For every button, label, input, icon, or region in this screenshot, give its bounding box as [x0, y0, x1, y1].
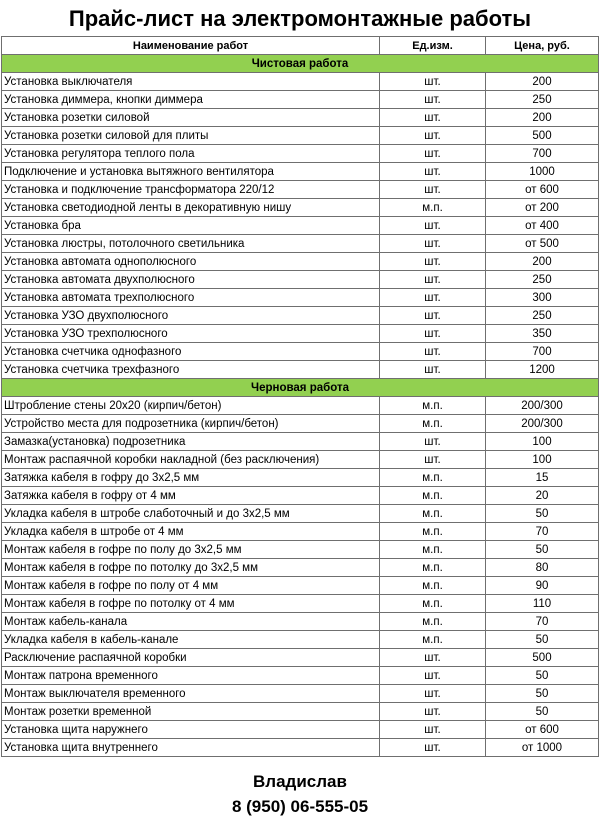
cell-name: Монтаж выключателя временного [2, 685, 380, 703]
cell-unit: шт. [380, 253, 486, 271]
cell-unit: м.п. [380, 523, 486, 541]
cell-price: 350 [486, 325, 599, 343]
table-row [2, 433, 599, 451]
cell-unit: шт. [380, 217, 486, 235]
cell-unit: шт. [380, 685, 486, 703]
table-row [2, 739, 599, 757]
cell-price: 80 [486, 559, 599, 577]
cell-unit: шт. [380, 73, 486, 91]
table-row [2, 127, 599, 145]
cell-price: от 500 [486, 235, 599, 253]
cell-name: Монтаж патрона временного [2, 667, 380, 685]
cell-price: 50 [486, 685, 599, 703]
cell-price: 90 [486, 577, 599, 595]
table-row [2, 721, 599, 739]
table-row [2, 613, 599, 631]
contact-name: Владислав [253, 772, 347, 791]
cell-price: 500 [486, 127, 599, 145]
cell-unit: шт. [380, 361, 486, 379]
cell-price: 50 [486, 631, 599, 649]
cell-name: Установка люстры, потолочного светильника [2, 235, 380, 253]
cell-price: 200/300 [486, 397, 599, 415]
table-row [2, 487, 599, 505]
cell-unit: м.п. [380, 415, 486, 433]
cell-name: Монтаж кабеля в гофре по потолку от 4 мм [2, 595, 380, 613]
table-row [2, 181, 599, 199]
section-title: Чистовая работа [2, 55, 599, 73]
cell-unit: шт. [380, 91, 486, 109]
cell-name: Замазка(установка) подрозетника [2, 433, 380, 451]
cell-name: Монтаж розетки временной [2, 703, 380, 721]
cell-unit: шт. [380, 649, 486, 667]
table-row [2, 631, 599, 649]
cell-unit: м.п. [380, 199, 486, 217]
cell-unit: шт. [380, 307, 486, 325]
cell-name: Затяжка кабеля в гофру до 3х2,5 мм [2, 469, 380, 487]
cell-price: 200 [486, 253, 599, 271]
table-row [2, 343, 599, 361]
cell-unit: шт. [380, 325, 486, 343]
cell-name: Установка счетчика однофазного [2, 343, 380, 361]
table-row [2, 415, 599, 433]
cell-price: 250 [486, 307, 599, 325]
header-unit: Ед.изм. [380, 37, 486, 55]
table-row [2, 289, 599, 307]
table-row [2, 307, 599, 325]
cell-unit: м.п. [380, 397, 486, 415]
table-row [2, 325, 599, 343]
cell-price: 20 [486, 487, 599, 505]
cell-price: 300 [486, 289, 599, 307]
cell-price: 250 [486, 91, 599, 109]
cell-name: Установка щита внутреннего [2, 739, 380, 757]
table-row [2, 469, 599, 487]
table-row [2, 667, 599, 685]
cell-unit: шт. [380, 235, 486, 253]
cell-name: Монтаж кабель-канала [2, 613, 380, 631]
cell-name: Затяжка кабеля в гофру от 4 мм [2, 487, 380, 505]
table-row [2, 685, 599, 703]
page-title: Прайс-лист на электромонтажные работы [68, 6, 532, 31]
table-row [2, 145, 599, 163]
section-header-row [2, 379, 599, 397]
table-row [2, 577, 599, 595]
contact-phone: 8 (950) 06-555-05 [231, 797, 369, 816]
cell-unit: шт. [380, 451, 486, 469]
table-row [2, 109, 599, 127]
cell-name: Установка счетчика трехфазного [2, 361, 380, 379]
table-row [2, 451, 599, 469]
cell-unit: шт. [380, 271, 486, 289]
cell-price: 200 [486, 109, 599, 127]
cell-name: Установка розетки силовой [2, 109, 380, 127]
cell-name: Установка бра [2, 217, 380, 235]
cell-name: Укладка кабеля в кабель-канале [2, 631, 380, 649]
cell-price: 700 [486, 343, 599, 361]
cell-price: 70 [486, 523, 599, 541]
cell-price: от 1000 [486, 739, 599, 757]
cell-unit: шт. [380, 145, 486, 163]
cell-name: Установка и подключение трансформатора 220/12 [2, 181, 380, 199]
cell-name: Установка светодиодной ленты в декоративную нишу [2, 199, 380, 217]
cell-name: Установка УЗО двухполюсного [2, 307, 380, 325]
table-row [2, 595, 599, 613]
cell-price: от 600 [486, 181, 599, 199]
table-row [2, 397, 599, 415]
table-row [2, 559, 599, 577]
cell-unit: м.п. [380, 613, 486, 631]
cell-unit: м.п. [380, 487, 486, 505]
cell-unit: шт. [380, 667, 486, 685]
cell-unit: шт. [380, 109, 486, 127]
cell-unit: м.п. [380, 541, 486, 559]
cell-unit: шт. [380, 703, 486, 721]
cell-name: Установка УЗО трехполюсного [2, 325, 380, 343]
cell-name: Монтаж кабеля в гофре по потолку до 3х2,5 мм [2, 559, 380, 577]
cell-unit: шт. [380, 739, 486, 757]
cell-name: Укладка кабеля в штробе слаботочный и до 3х2,5 мм [2, 505, 380, 523]
cell-price: от 200 [486, 199, 599, 217]
cell-unit: шт. [380, 163, 486, 181]
cell-price: 250 [486, 271, 599, 289]
table-row [2, 253, 599, 271]
cell-name: Установка автомата трехполюсного [2, 289, 380, 307]
table-row [2, 235, 599, 253]
cell-price: 700 [486, 145, 599, 163]
table-row [2, 505, 599, 523]
cell-unit: шт. [380, 343, 486, 361]
table-row [2, 523, 599, 541]
cell-name: Штробление стены 20х20 (кирпич/бетон) [2, 397, 380, 415]
cell-price: 500 [486, 649, 599, 667]
cell-unit: м.п. [380, 559, 486, 577]
cell-unit: шт. [380, 181, 486, 199]
cell-name: Расключение распаячной коробки [2, 649, 380, 667]
table-row [2, 163, 599, 181]
cell-price: от 400 [486, 217, 599, 235]
cell-price: 50 [486, 703, 599, 721]
cell-name: Установка регулятора теплого пола [2, 145, 380, 163]
cell-name: Установка автомата двухполюсного [2, 271, 380, 289]
cell-price: 100 [486, 433, 599, 451]
cell-unit: шт. [380, 721, 486, 739]
cell-price: от 600 [486, 721, 599, 739]
table-row [2, 361, 599, 379]
cell-name: Установка диммера, кнопки диммера [2, 91, 380, 109]
cell-name: Монтаж кабеля в гофре по полу до 3х2,5 мм [2, 541, 380, 559]
cell-price: 200/300 [486, 415, 599, 433]
section-header-row [2, 55, 599, 73]
cell-price: 50 [486, 541, 599, 559]
cell-name: Установка автомата однополюсного [2, 253, 380, 271]
cell-name: Укладка кабеля в штробе от 4 мм [2, 523, 380, 541]
cell-unit: м.п. [380, 505, 486, 523]
cell-price: 50 [486, 505, 599, 523]
table-row [2, 271, 599, 289]
table-row [2, 199, 599, 217]
cell-unit: м.п. [380, 577, 486, 595]
table-row [2, 541, 599, 559]
header-name: Наименование работ [2, 37, 380, 55]
cell-unit: шт. [380, 127, 486, 145]
cell-price: 1200 [486, 361, 599, 379]
header-price: Цена, руб. [486, 37, 599, 55]
cell-name: Монтаж распаячной коробки накладной (без расключения) [2, 451, 380, 469]
cell-unit: шт. [380, 289, 486, 307]
cell-name: Установка розетки силовой для плиты [2, 127, 380, 145]
cell-unit: м.п. [380, 631, 486, 649]
cell-price: 200 [486, 73, 599, 91]
cell-unit: шт. [380, 433, 486, 451]
cell-price: 15 [486, 469, 599, 487]
cell-name: Установка выключателя [2, 73, 380, 91]
table-row [2, 703, 599, 721]
cell-name: Устройство места для подрозетника (кирпич/бетон) [2, 415, 380, 433]
cell-price: 50 [486, 667, 599, 685]
cell-name: Подключение и установка вытяжного вентилятора [2, 163, 380, 181]
cell-price: 100 [486, 451, 599, 469]
cell-price: 70 [486, 613, 599, 631]
cell-unit: м.п. [380, 595, 486, 613]
section-title: Черновая работа [2, 379, 599, 397]
table-row [2, 73, 599, 91]
cell-unit: м.п. [380, 469, 486, 487]
table-row [2, 91, 599, 109]
cell-name: Установка щита наружнего [2, 721, 380, 739]
price-table [1, 36, 599, 757]
cell-price: 1000 [486, 163, 599, 181]
table-header-row [2, 37, 599, 55]
table-row [2, 217, 599, 235]
cell-price: 110 [486, 595, 599, 613]
table-row [2, 649, 599, 667]
table-body [2, 55, 599, 757]
cell-name: Монтаж кабеля в гофре по полу от 4 мм [2, 577, 380, 595]
